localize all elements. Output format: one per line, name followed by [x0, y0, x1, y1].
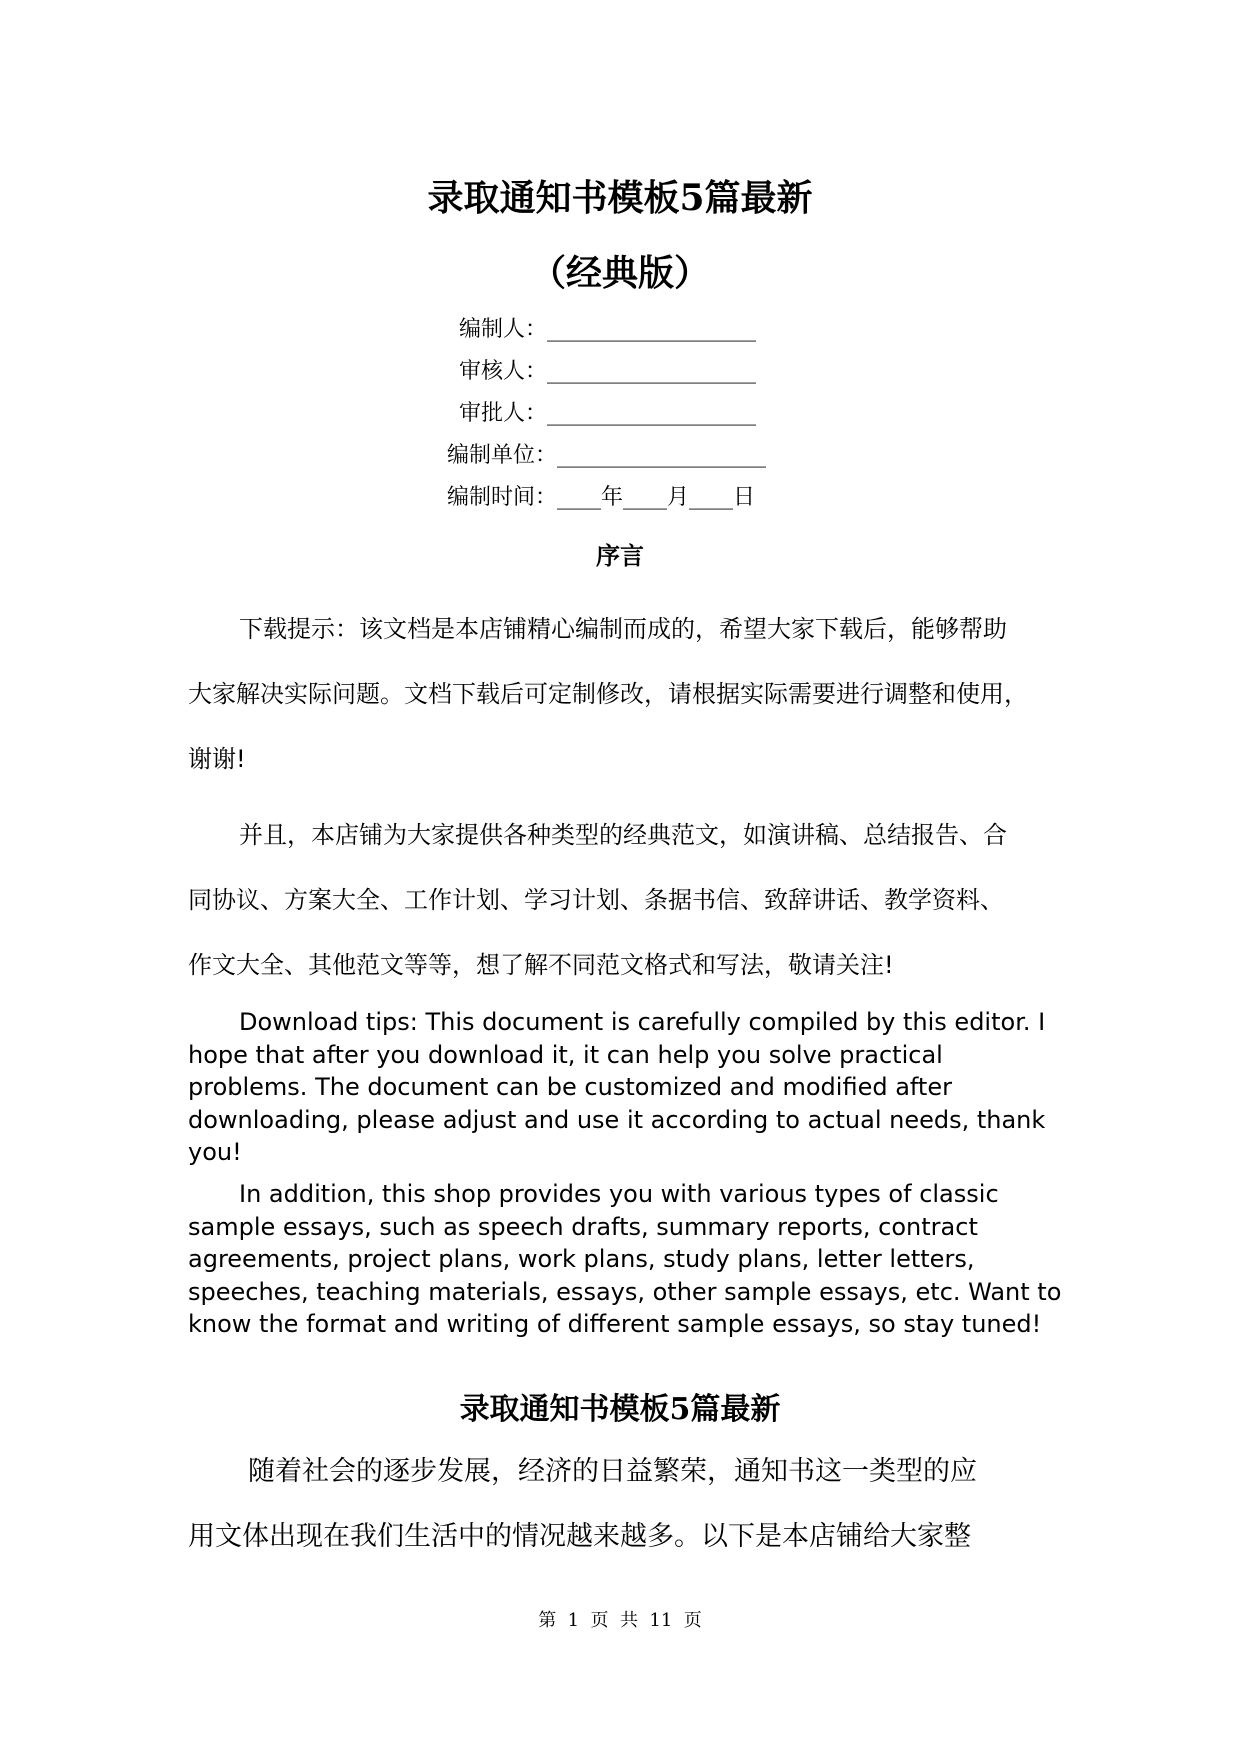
body-text-line: 随着社会的逐步发展，经济的日益繁荣，通知书这一类型的应 — [248, 1456, 977, 1487]
preface-heading: 序言 — [596, 542, 644, 570]
meta-approver: 审批人：___________________ — [459, 401, 757, 426]
meta-unit: 编制单位：___________________ — [447, 443, 767, 468]
meta-time: 编制时间：____年____月____日 — [447, 485, 756, 510]
document-title: 录取通知书模板5篇最新 — [427, 177, 813, 219]
preface-cn-line: 同协议、方案大全、工作计划、学习计划、条据书信、致辞讲话、教学资料、 — [188, 886, 1004, 914]
page-footer: 第 1 页 共 11 页 — [538, 1610, 702, 1631]
meta-reviewer: 审核人：___________________ — [459, 359, 757, 384]
meta-editor: 编制人：___________________ — [459, 317, 757, 342]
preface-cn-line: 下载提示：该文档是本店铺精心编制而成的，希望大家下载后，能够帮助 — [239, 615, 1007, 643]
section-title: 录取通知书模板5篇最新 — [459, 1392, 781, 1427]
preface-en-paragraph: In addition, this shop provides you with various types of classic sample essays, such as speech drafts, summary reports, contract agreements, project plans, work plans, study plans, letter letters, speeches, teaching materials, essays, other sample essays, etc. Want to know the format and writing of different sample essays, so stay tuned! — [188, 1180, 1062, 1339]
preface-cn-line: 作文大全、其他范文等等，想了解不同范文格式和写法，敬请关注! — [188, 951, 894, 979]
preface-en-paragraph: Download tips: This document is carefully compiled by this editor. I hope that after you download it, it can help you solve practical problems. The document can be customized and modified after downloading, please adjust and use it according to actual needs, thank you! — [188, 1008, 1046, 1167]
document-subtitle: （经典版） — [529, 252, 710, 294]
body-text-line: 用文体出现在我们生活中的情况越来越多。以下是本店铺给大家整 — [188, 1521, 971, 1552]
preface-cn-line: 大家解决实际问题。文档下载后可定制修改，请根据实际需要进行调整和使用， — [188, 680, 1028, 708]
preface-cn-line: 并且，本店铺为大家提供各种类型的经典范文，如演讲稿、总结报告、合 — [239, 821, 1007, 849]
preface-cn-line: 谢谢! — [188, 745, 246, 773]
